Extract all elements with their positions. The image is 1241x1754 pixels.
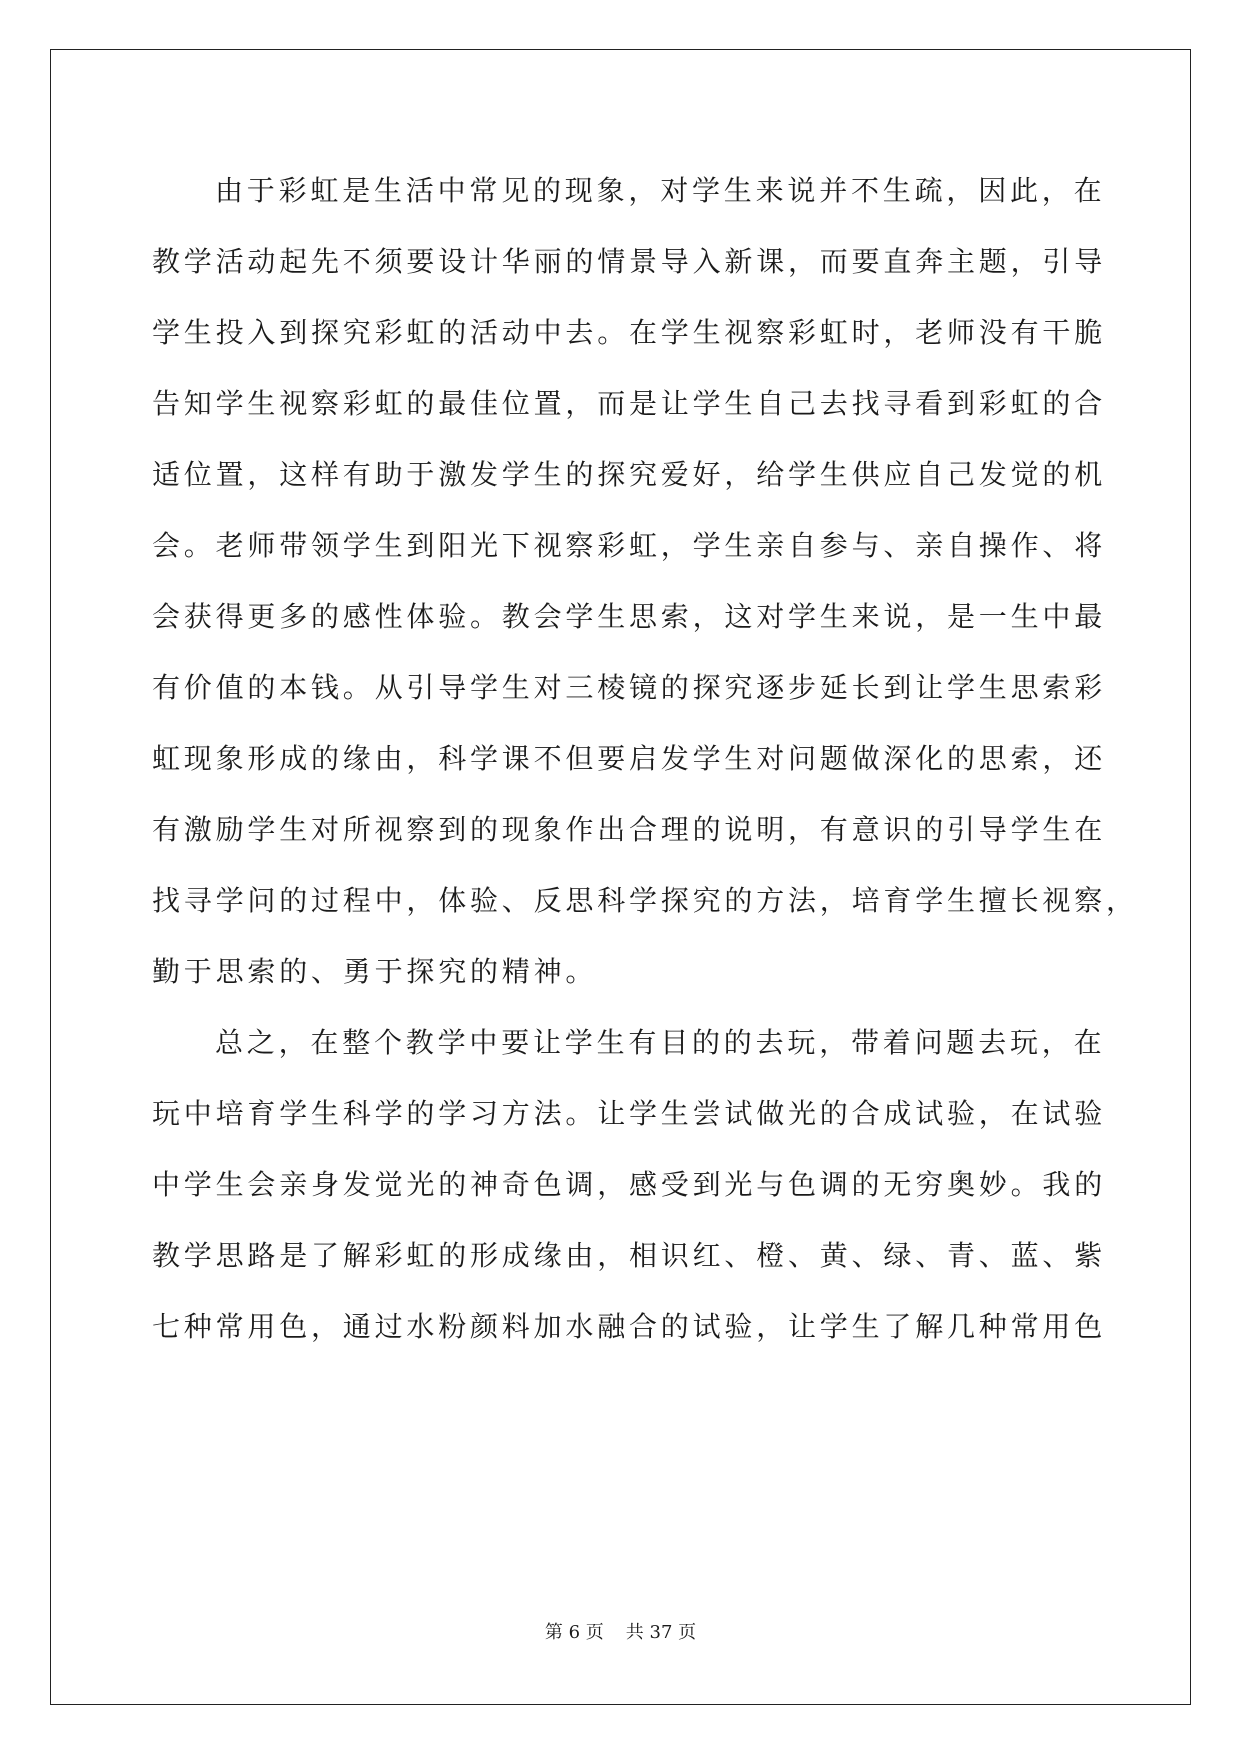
paragraph-1-line-11: 找寻学问的过程中，体验、反思科学探究的方法，培育学生擅长视察， bbox=[152, 884, 1138, 917]
paragraph-1-line-6: 会。老师带领学生到阳光下视察彩虹，学生亲自参与、亲自操作、将 bbox=[152, 529, 1107, 562]
paragraph-1-line-8: 有价值的本钱。从引导学生对三棱镜的探究逐步延长到让学生思索彩 bbox=[152, 671, 1107, 704]
paragraph-1-line-1: 由于彩虹是生活中常见的现象，对学生来说并不生疏，因此，在 bbox=[215, 174, 1106, 207]
paragraph-2-line-4: 教学思路是了解彩虹的形成缘由，相识红、橙、黄、绿、青、蓝、紫 bbox=[152, 1239, 1107, 1272]
paragraph-1-line-4: 告知学生视察彩虹的最佳位置，而是让学生自己去找寻看到彩虹的合 bbox=[152, 387, 1107, 420]
page-border bbox=[50, 49, 1191, 1705]
paragraph-1-line-10: 有激励学生对所视察到的现象作出合理的说明，有意识的引导学生在 bbox=[152, 813, 1107, 846]
paragraph-2-line-2: 玩中培育学生科学的学习方法。让学生尝试做光的合成试验，在试验 bbox=[152, 1097, 1107, 1130]
paragraph-1-line-12: 勤于思索的、勇于探究的精神。 bbox=[152, 955, 598, 988]
paragraph-2-line-3: 中学生会亲身发觉光的神奇色调，感受到光与色调的无穷奥妙。我的 bbox=[152, 1168, 1107, 1201]
page-footer bbox=[0, 1622, 1241, 1644]
paragraph-1-line-7: 会获得更多的感性体验。教会学生思索，这对学生来说，是一生中最 bbox=[152, 600, 1107, 633]
paragraph-1-line-2: 教学活动起先不须要设计华丽的情景导入新课，而要直奔主题，引导 bbox=[152, 245, 1107, 278]
page-number-current: 第 6 页 bbox=[544, 1622, 604, 1643]
paragraph-2-line-5: 七种常用色，通过水粉颜料加水融合的试验，让学生了解几种常用色 bbox=[152, 1310, 1107, 1343]
page-number-total: 共 37 页 bbox=[625, 1622, 697, 1643]
paragraph-1-line-9: 虹现象形成的缘由，科学课不但要启发学生对问题做深化的思索，还 bbox=[152, 742, 1107, 775]
paragraph-1-line-5: 适位置，这样有助于激发学生的探究爱好，给学生供应自己发觉的机 bbox=[152, 458, 1107, 491]
paragraph-1-line-3: 学生投入到探究彩虹的活动中去。在学生视察彩虹时，老师没有干脆 bbox=[152, 316, 1107, 349]
paragraph-2-line-1: 总之，在整个教学中要让学生有目的的去玩，带着问题去玩，在 bbox=[215, 1026, 1106, 1059]
